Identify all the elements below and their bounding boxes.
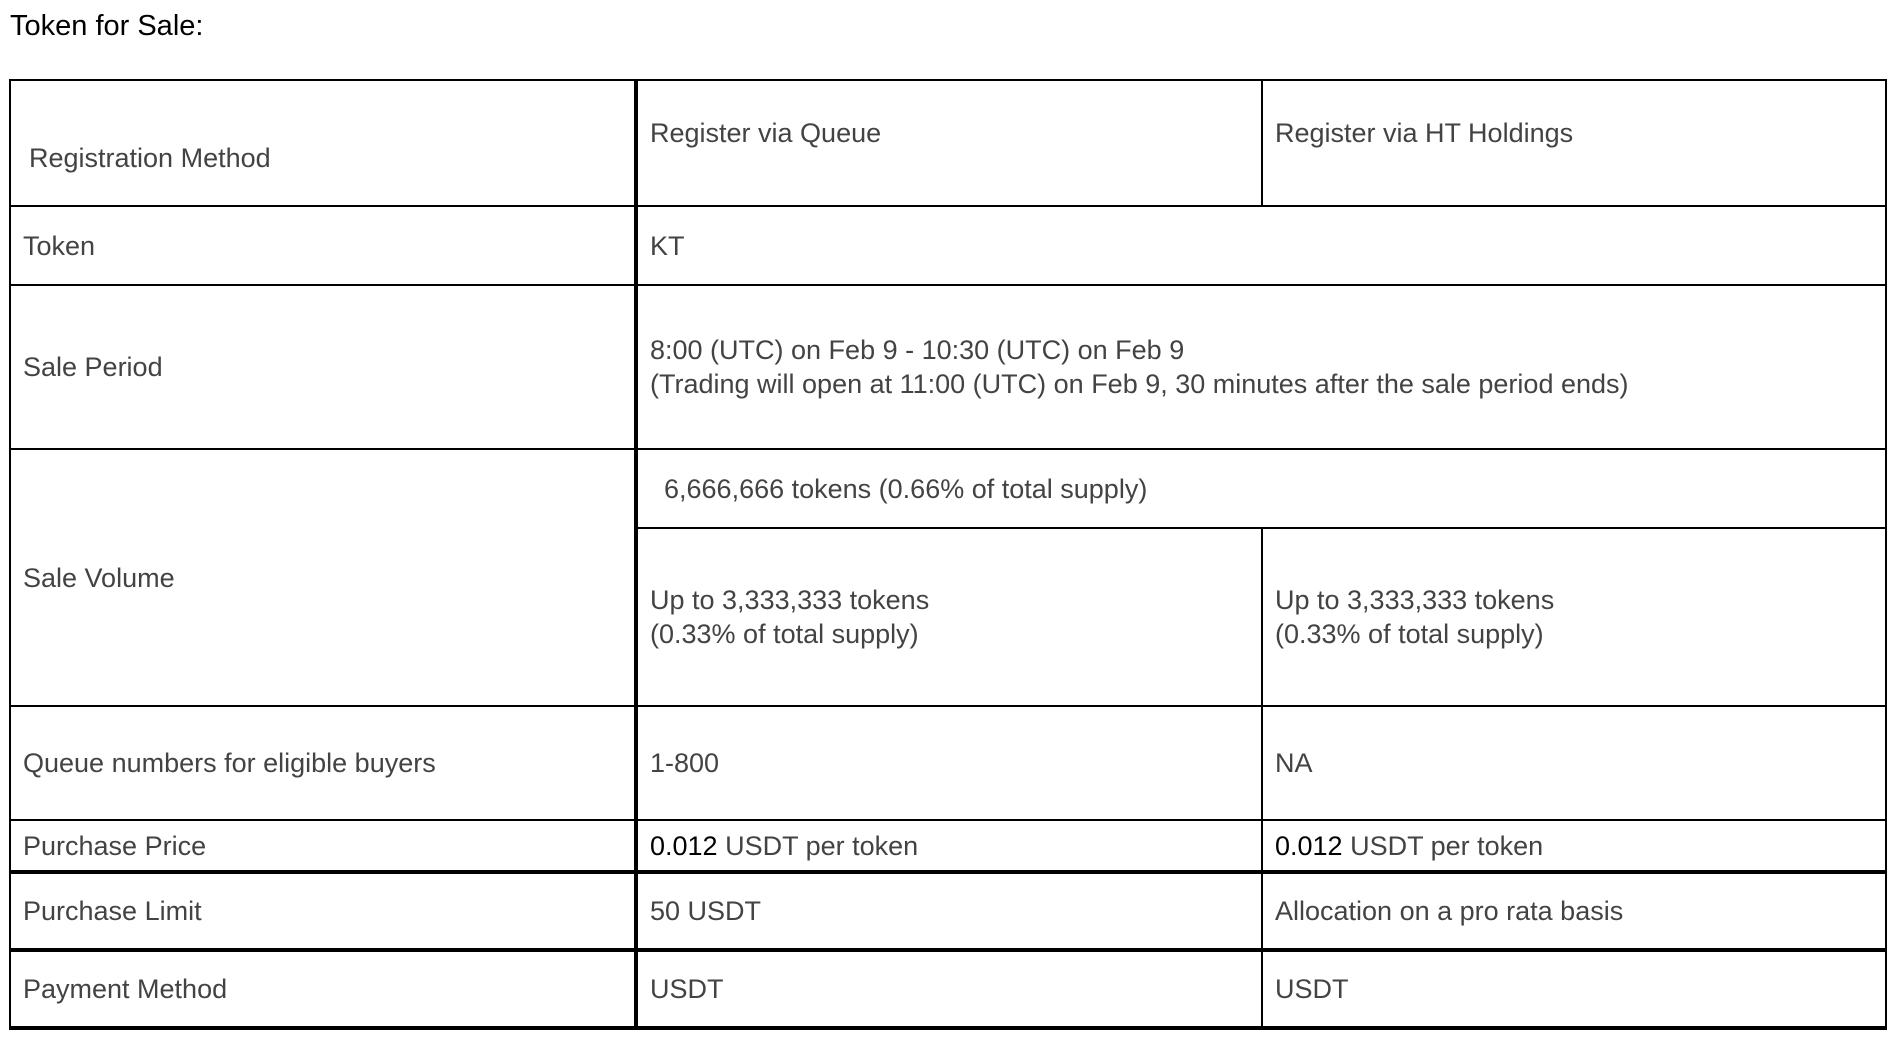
sale-volume-total: 6,666,666 tokens (0.66% of total supply): [636, 449, 1886, 528]
sale-volume-ht-amount: Up to 3,333,333 tokens: [1275, 585, 1555, 615]
payment-method-ht-holdings: USDT: [1262, 950, 1886, 1028]
queue-numbers-queue: 1-800: [636, 706, 1262, 820]
sale-volume-queue-amount: Up to 3,333,333 tokens: [650, 585, 930, 615]
register-via-queue-header: Register via Queue: [636, 80, 1262, 206]
payment-method-label: Payment Method: [10, 950, 636, 1028]
purchase-limit-ht-holdings: Allocation on a pro rata basis: [1262, 872, 1886, 950]
sale-period-time: 8:00 (UTC) on Feb 9 - 10:30 (UTC) on Feb 9: [650, 335, 1185, 365]
sale-volume-queue-share: (0.33% of total supply): [650, 619, 919, 649]
sale-period-value: [636, 285, 1886, 449]
purchase-price-ht-number: 0.012: [1275, 830, 1343, 861]
purchase-price-label: Purchase Price: [10, 820, 636, 872]
purchase-price-ht-unit: USDT per token: [1342, 830, 1544, 861]
table-row-purchase-limit: [10, 872, 1886, 950]
token-value: KT: [636, 206, 1886, 285]
sale-period-label: Sale Period: [10, 285, 636, 449]
table-row-queue-numbers: [10, 706, 1886, 820]
registration-method-label: Registration Method: [10, 80, 636, 206]
sale-volume-queue: [636, 528, 1262, 706]
sale-volume-ht-share: (0.33% of total supply): [1275, 619, 1544, 649]
table-row-registration-method: [10, 80, 1886, 206]
queue-numbers-label: Queue numbers for eligible buyers: [10, 706, 636, 820]
purchase-price-queue: [636, 820, 1262, 872]
purchase-price-queue-unit: USDT per token: [717, 830, 919, 861]
purchase-limit-queue: 50 USDT: [636, 872, 1262, 950]
table-row-payment-method: [10, 950, 1886, 1028]
table-row-sale-volume-total: [10, 449, 1886, 528]
payment-method-queue: USDT: [636, 950, 1262, 1028]
token-label: Token: [10, 206, 636, 285]
table-row-token: [10, 206, 1886, 285]
table-row-sale-period: [10, 285, 1886, 449]
sale-period-trading-note: (Trading will open at 11:00 (UTC) on Feb 9, 30 minutes after the sale period ends): [650, 369, 1629, 399]
purchase-price-queue-number: 0.012: [650, 830, 718, 861]
table-row-purchase-price: [10, 820, 1886, 872]
token-sale-table: [9, 79, 1887, 1030]
purchase-price-ht-holdings: [1262, 820, 1886, 872]
sale-volume-ht-holdings: [1262, 528, 1886, 706]
queue-numbers-ht-holdings: NA: [1262, 706, 1886, 820]
purchase-limit-label: Purchase Limit: [10, 872, 636, 950]
sale-volume-label: Sale Volume: [10, 449, 636, 706]
register-via-ht-holdings-header: Register via HT Holdings: [1262, 80, 1886, 206]
page-heading: Token for Sale:: [10, 10, 204, 42]
